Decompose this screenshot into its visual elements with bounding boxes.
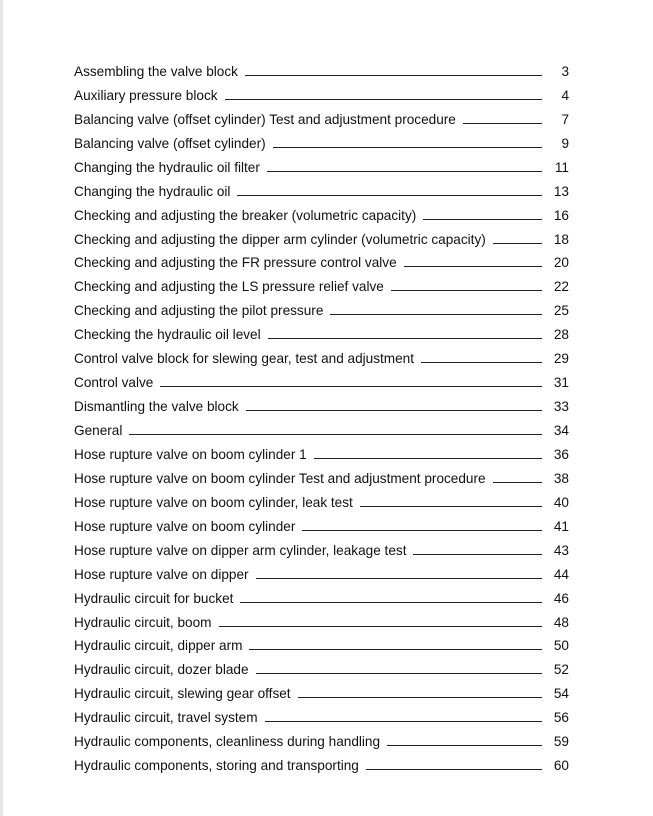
toc-leader-line — [298, 697, 542, 698]
toc-entry[interactable] — [74, 559, 569, 583]
toc-entry-page: 31 — [553, 375, 569, 391]
toc-entry-page: 43 — [553, 542, 569, 558]
toc-leader-line — [421, 362, 542, 363]
toc-entry-page: 11 — [554, 159, 569, 175]
toc-leader-line — [246, 410, 542, 411]
toc-entry-page: 52 — [553, 662, 569, 678]
toc-leader-line — [225, 99, 542, 100]
toc-leader-line — [302, 530, 542, 531]
toc-leader-line — [256, 578, 542, 579]
toc-leader-line — [160, 386, 542, 387]
toc-entry[interactable] — [74, 607, 569, 631]
toc-entry-title: Changing the hydraulic oil filter — [74, 159, 260, 175]
toc-leader-line — [237, 195, 542, 196]
toc-entry-page: 34 — [553, 423, 569, 438]
toc-entry-title: Hydraulic circuit, dozer blade — [74, 662, 249, 678]
toc-entry[interactable] — [74, 271, 569, 295]
toc-entry-title: Hydraulic circuit, boom — [74, 614, 212, 630]
toc-entry-title: Hose rupture valve on boom cylinder, leak test — [74, 494, 353, 510]
toc-leader-line — [219, 626, 543, 627]
toc-entry[interactable] — [74, 319, 569, 343]
toc-entry[interactable] — [74, 200, 569, 224]
toc-leader-line — [268, 338, 542, 339]
toc-leader-line — [273, 147, 542, 148]
toc-entry[interactable] — [74, 631, 569, 655]
toc-leader-line — [391, 290, 542, 291]
toc-entry-page: 28 — [553, 327, 569, 343]
toc-entry-page: 60 — [553, 758, 569, 774]
toc-entry[interactable] — [74, 535, 569, 559]
toc-leader-line — [493, 482, 542, 483]
toc-leader-line — [360, 506, 542, 507]
toc-entry-page: 41 — [553, 518, 569, 534]
toc-entry-title: Changing the hydraulic oil — [74, 183, 231, 199]
page-left-edge — [0, 0, 3, 816]
toc-entry-page: 59 — [553, 734, 569, 750]
toc-entry-page: 54 — [553, 686, 569, 702]
toc-leader-line — [129, 434, 542, 435]
toc-entry-page: 38 — [553, 470, 569, 486]
toc-entry-page: 9 — [561, 135, 569, 151]
toc-leader-line — [423, 219, 542, 220]
toc-entry[interactable] — [74, 702, 569, 726]
table-of-contents — [74, 56, 569, 774]
toc-entry-page: 16 — [553, 207, 569, 223]
toc-entry-title: Checking the hydraulic oil level — [74, 327, 261, 343]
toc-entry-title: Hose rupture valve on boom cylinder 1 — [74, 446, 307, 462]
toc-entry-title: Assembling the valve block — [74, 63, 238, 79]
toc-leader-line — [493, 243, 542, 244]
toc-entry[interactable] — [74, 463, 569, 487]
toc-entry[interactable] — [74, 487, 569, 511]
toc-leader-line — [387, 745, 542, 746]
toc-entry-title: Hydraulic circuit, dipper arm — [74, 638, 243, 654]
toc-entry[interactable] — [74, 726, 569, 750]
toc-leader-line — [245, 75, 542, 76]
toc-entry-page: 50 — [553, 638, 569, 654]
toc-entry-title: Auxiliary pressure block — [74, 87, 218, 103]
toc-entry-title: Control valve — [74, 375, 154, 391]
toc-entry-title: Control valve block for slewing gear, test and adjustment — [74, 351, 415, 367]
toc-entry[interactable] — [74, 415, 569, 439]
toc-entry-title: Hydraulic circuit for bucket — [74, 590, 234, 606]
toc-entry-page: 29 — [553, 351, 569, 367]
toc-leader-line — [240, 602, 542, 603]
toc-entry[interactable] — [74, 654, 569, 678]
toc-entry-page: 18 — [553, 231, 569, 247]
toc-entry-page: 25 — [553, 303, 569, 319]
toc-entry-title: Hydraulic circuit, travel system — [74, 710, 258, 726]
toc-leader-line — [413, 554, 542, 555]
toc-entry-title: Hose rupture valve on boom cylinder Test and adjustment procedure — [74, 470, 486, 486]
toc-entry-title: Dismantling the valve block — [74, 399, 239, 415]
toc-entry-title: Hose rupture valve on boom cylinder — [74, 518, 296, 534]
toc-entry[interactable] — [74, 248, 569, 272]
toc-entry-title: Checking and adjusting the FR pressure control valve — [74, 255, 397, 271]
toc-entry[interactable] — [74, 343, 569, 367]
toc-entry-title: Balancing valve (offset cylinder) — [74, 135, 266, 151]
toc-entry[interactable] — [74, 128, 569, 152]
toc-entry[interactable] — [74, 56, 569, 80]
toc-leader-line — [330, 314, 542, 315]
toc-leader-line — [267, 171, 542, 172]
toc-entry-page: 40 — [553, 494, 569, 510]
toc-entry[interactable] — [74, 367, 569, 391]
toc-entry-page: 20 — [553, 255, 569, 271]
toc-entry-title: Hydraulic circuit, slewing gear offset — [74, 686, 291, 702]
toc-entry[interactable] — [74, 391, 569, 415]
toc-entry-page: 36 — [553, 446, 569, 462]
toc-entry[interactable] — [74, 678, 569, 702]
toc-entry-title: Hose rupture valve on dipper — [74, 566, 249, 582]
toc-entry-title: Checking and adjusting the pilot pressure — [74, 303, 324, 319]
toc-entry-title: Checking and adjusting the LS pressure relief valve — [74, 279, 384, 295]
toc-leader-line — [256, 673, 542, 674]
toc-entry-title: General — [74, 423, 123, 438]
toc-entry[interactable] — [74, 583, 569, 607]
toc-entry[interactable] — [74, 80, 569, 104]
toc-leader-line — [404, 266, 542, 267]
toc-entry-page: 22 — [553, 279, 569, 295]
toc-leader-line — [265, 721, 542, 722]
toc-entry[interactable] — [74, 439, 569, 463]
toc-entry[interactable] — [74, 750, 569, 774]
toc-entry[interactable] — [74, 224, 569, 248]
toc-leader-line — [249, 649, 542, 650]
toc-entry-title: Balancing valve (offset cylinder) Test and adjustment procedure — [74, 111, 456, 127]
toc-leader-line — [463, 123, 542, 124]
toc-leader-line — [366, 769, 542, 770]
toc-entry-page: 46 — [553, 590, 569, 606]
toc-entry-page: 44 — [553, 566, 569, 582]
toc-entry[interactable] — [74, 176, 569, 200]
toc-entry-page: 48 — [553, 614, 569, 630]
toc-entry-page: 13 — [553, 183, 569, 199]
toc-leader-line — [314, 458, 542, 459]
toc-entry-page: 33 — [553, 399, 569, 415]
toc-entry-title: Hydraulic components, cleanliness during handling — [74, 734, 381, 750]
toc-entry-page: 3 — [561, 63, 569, 79]
toc-entry[interactable] — [74, 152, 569, 176]
toc-entry-page: 7 — [561, 111, 569, 127]
toc-entry[interactable] — [74, 104, 569, 128]
toc-entry[interactable] — [74, 295, 569, 319]
toc-entry-page: 56 — [553, 710, 569, 726]
toc-entry-title: Hose rupture valve on dipper arm cylinder, leakage test — [74, 542, 407, 558]
toc-entry-title: Checking and adjusting the dipper arm cylinder (volumetric capacity) — [74, 231, 486, 247]
toc-entry-title: Checking and adjusting the breaker (volumetric capacity) — [74, 207, 417, 223]
toc-entry-title: Hydraulic components, storing and transporting — [74, 758, 359, 774]
toc-entry-page: 4 — [561, 87, 569, 103]
toc-entry[interactable] — [74, 511, 569, 535]
